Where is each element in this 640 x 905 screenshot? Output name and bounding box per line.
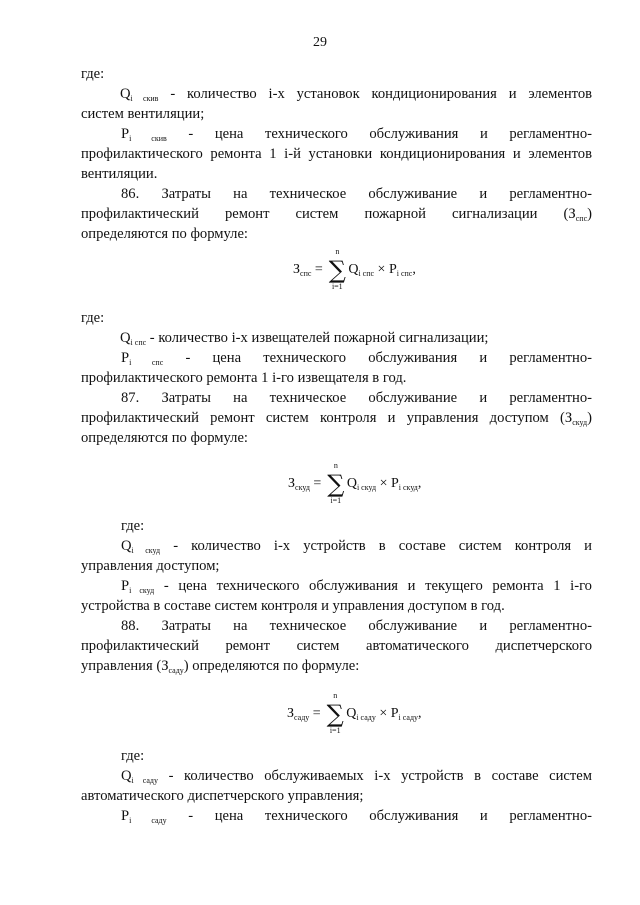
text: профилактический ремонт систем контроля и управления доступом ( <box>81 410 565 426</box>
equals-sign: = <box>312 706 321 722</box>
subscript: i скуд <box>398 483 418 493</box>
equals-sign: = <box>314 262 323 278</box>
formula-sadu <box>287 691 422 735</box>
symbol-p: P <box>121 808 130 824</box>
symbol-q: Q <box>120 330 131 346</box>
where-label: где: <box>81 310 105 326</box>
symbol-p: P <box>121 126 130 142</box>
text-line: автоматического диспетчерского управления; <box>81 788 364 804</box>
subscript: i скуд <box>131 546 161 555</box>
text-line: профилактического ремонта 1 i-го извещателя в год. <box>81 370 407 386</box>
text-line: систем вентиляции; <box>81 106 205 122</box>
subscript: i скив <box>129 134 167 143</box>
times-sign: × <box>377 262 386 278</box>
subscript: i скуд <box>356 483 377 493</box>
definition-q-skud <box>121 536 592 556</box>
subscript: i саду <box>398 713 419 723</box>
paragraph-87-line <box>81 408 592 428</box>
text-line: профилактического ремонта 1 i-й установки кондиционирования и элементов <box>81 146 592 162</box>
subscript: скуд <box>572 418 588 427</box>
sum-lower-limit: i=1 <box>329 726 341 735</box>
subscript: скуд <box>295 483 310 493</box>
sum-upper-limit: n <box>335 247 340 256</box>
definition-text: - количество i-х установок кондиционирования и элементов <box>158 86 593 102</box>
text: управления ( <box>81 658 162 674</box>
sigma-glyph: ∑ <box>326 700 344 728</box>
subscript: i саду <box>131 776 158 785</box>
paragraph-88-line <box>81 656 592 676</box>
definition-text: - цена технического обслуживания и регламентно- <box>163 350 592 366</box>
symbol-q: Q <box>121 538 132 554</box>
sigma-glyph: ∑ <box>328 256 346 284</box>
definition-text: - количество i-х извещателей пожарной сигнализации; <box>146 330 489 346</box>
sigma-glyph: ∑ <box>327 470 345 498</box>
symbol-p: P <box>388 262 397 278</box>
subscript: i спс <box>358 269 375 279</box>
equals-sign: = <box>313 476 322 492</box>
definition-text: - цена технического обслуживания и регламентно- <box>166 126 593 142</box>
symbol-z: З <box>288 476 296 492</box>
symbol-z: З <box>293 262 301 278</box>
definition-q-sps <box>120 328 631 348</box>
times-sign: × <box>379 706 388 722</box>
text: ) <box>587 410 592 426</box>
text: ) определяются по формуле: <box>183 658 360 674</box>
text-line: управления доступом; <box>81 558 220 574</box>
symbol-q: Q <box>346 476 357 492</box>
subscript: i саду <box>356 713 376 723</box>
text-line: вентиляции. <box>81 166 158 182</box>
definition-p-sadu <box>121 806 592 826</box>
text-line: устройства в составе систем контроля и управления доступом в год. <box>81 598 505 614</box>
symbol-z: З <box>287 706 295 722</box>
symbol-q: Q <box>346 706 357 722</box>
definition-text: - количество i-х устройств в составе систем контроля и <box>160 538 592 554</box>
text: профилактический ремонт систем пожарной сигнализации ( <box>81 206 569 222</box>
text-line: определяются по формуле: <box>81 430 248 446</box>
symbol-q: Q <box>121 768 132 784</box>
sum-upper-limit: n <box>333 691 338 700</box>
symbol-p: P <box>121 350 130 366</box>
subscript: i скуд <box>129 586 155 595</box>
definition-q-skiv <box>120 84 592 104</box>
paragraph-86-line: 86. Затраты на техническое обслуживание и регламентно- <box>121 186 592 202</box>
subscript: i спс <box>396 269 413 279</box>
paragraph-88-line: профилактический ремонт систем автоматического диспетчерского <box>81 638 592 654</box>
paragraph-88-line: 88. Затраты на техническое обслуживание и регламентно- <box>121 618 592 634</box>
subscript: i скив <box>130 94 159 103</box>
paragraph-86-line <box>81 204 592 224</box>
comma: , <box>417 476 422 492</box>
subscript: i спс <box>130 338 147 347</box>
symbol-p: P <box>390 706 399 722</box>
summation-sign <box>327 247 347 291</box>
subscript: саду <box>294 713 310 723</box>
subscript: i спс <box>129 358 164 367</box>
paragraph-87-line: 87. Затраты на техническое обслуживание и регламентно- <box>121 390 592 406</box>
comma: , <box>412 262 416 278</box>
subscript: i саду <box>129 816 167 825</box>
text: ) <box>587 206 592 222</box>
formula-sps <box>293 247 416 291</box>
comma: , <box>418 706 422 722</box>
sum-upper-limit: n <box>333 461 338 470</box>
subscript: саду <box>168 666 184 675</box>
sum-lower-limit: i=1 <box>331 282 343 291</box>
where-label: где: <box>81 66 105 82</box>
definition-p-skud <box>121 576 592 596</box>
symbol-q: Q <box>120 86 131 102</box>
where-label: где: <box>121 518 145 534</box>
formula-skud <box>288 461 422 505</box>
definition-text: - цена технического обслуживания и регламентно- <box>166 808 592 824</box>
definition-text: - количество обслуживаемых i-х устройств в составе систем <box>157 768 592 784</box>
symbol-z: З <box>568 206 576 222</box>
page-number: 29 <box>313 35 327 50</box>
subscript: спс <box>575 214 588 223</box>
definition-p-sps <box>121 348 592 368</box>
times-sign: × <box>379 476 388 492</box>
definition-p-skiv <box>121 124 592 144</box>
text-line: определяются по формуле: <box>81 226 248 242</box>
symbol-z: З <box>161 658 169 674</box>
summation-sign <box>325 691 345 735</box>
symbol-q: Q <box>348 262 359 278</box>
sum-lower-limit: i=1 <box>330 496 342 505</box>
summation-sign <box>326 461 346 505</box>
symbol-z: З <box>564 410 573 426</box>
definition-q-sadu <box>121 766 592 786</box>
subscript: спс <box>300 269 312 279</box>
where-label: где: <box>121 748 145 764</box>
definition-text: - цена технического обслуживания и текущего ремонта 1 i-го <box>154 578 592 594</box>
symbol-p: P <box>390 476 399 492</box>
symbol-p: P <box>121 578 130 594</box>
